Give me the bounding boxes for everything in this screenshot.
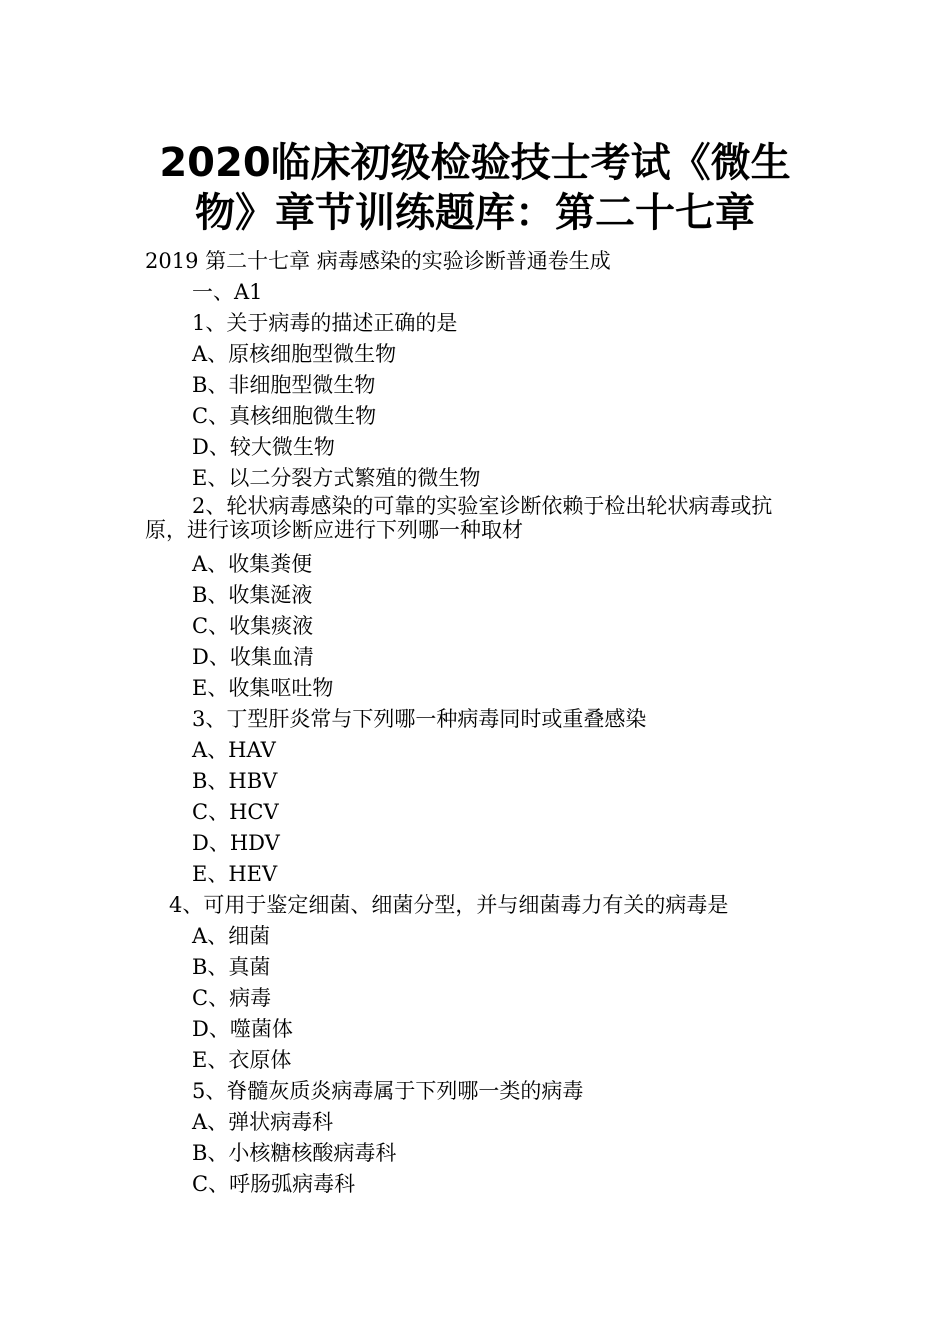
document-body (145, 246, 805, 1200)
question-3-option-d: D、HDV (192, 831, 280, 855)
question-4-stem: 4、可用于鉴定细菌、细菌分型，并与细菌毒力有关的病毒是 (169, 893, 729, 917)
question-2-option-b: B、收集涎液 (192, 583, 313, 607)
question-1-option-b: B、非细胞型微生物 (192, 373, 376, 397)
question-4-option-c: C、病毒 (192, 986, 272, 1010)
question-3-option-b: B、HBV (192, 769, 278, 793)
question-1-option-a: A、原核细胞型微生物 (192, 342, 397, 366)
question-3-option-c: C、HCV (192, 800, 279, 824)
question-2-option-e: E、收集呕吐物 (192, 676, 334, 700)
question-3-option-a: A、HAV (192, 738, 276, 762)
question-5-option-b: B、小核糖核酸病毒科 (192, 1141, 397, 1165)
question-3-stem: 3、丁型肝炎常与下列哪一种病毒同时或重叠感染 (192, 707, 647, 731)
title-line-1: 2020临床初级检验技士考试《微生 (159, 140, 791, 186)
question-2-option-a: A、收集粪便 (192, 552, 313, 576)
question-2-option-c: C、收集痰液 (192, 614, 314, 638)
question-2-option-d: D、收集血清 (192, 645, 314, 669)
question-5-option-a: A、弹状病毒科 (192, 1110, 334, 1134)
question-1-option-c: C、真核细胞微生物 (192, 404, 377, 428)
question-5-option-c: C、呼肠弧病毒科 (192, 1172, 356, 1196)
title-line-2: 物》章节训练题库：第二十七章 (195, 190, 755, 236)
document-title (130, 138, 820, 238)
question-3-option-e: E、HEV (192, 862, 278, 886)
question-1-option-d: D、较大微生物 (192, 435, 335, 459)
question-4-option-a: A、细菌 (192, 924, 271, 948)
question-1-option-e: E、以二分裂方式繁殖的微生物 (192, 466, 481, 490)
question-5-stem: 5、脊髓灰质炎病毒属于下列哪一类的病毒 (192, 1079, 584, 1103)
question-4-option-d: D、噬菌体 (192, 1017, 293, 1041)
section-heading: 一、A1 (192, 280, 263, 304)
question-4-option-b: B、真菌 (192, 955, 271, 979)
subtitle: 2019 第二十七章 病毒感染的实验诊断普通卷生成 (145, 249, 611, 273)
question-1-stem: 1、关于病毒的描述正确的是 (192, 311, 458, 335)
question-2-stem: 2、轮状病毒感染的可靠的实验室诊断依赖于检出轮状病毒或抗原，进行该项诊断应进行下列哪一种取材 (145, 494, 773, 542)
question-4-option-e: E、衣原体 (192, 1048, 292, 1072)
